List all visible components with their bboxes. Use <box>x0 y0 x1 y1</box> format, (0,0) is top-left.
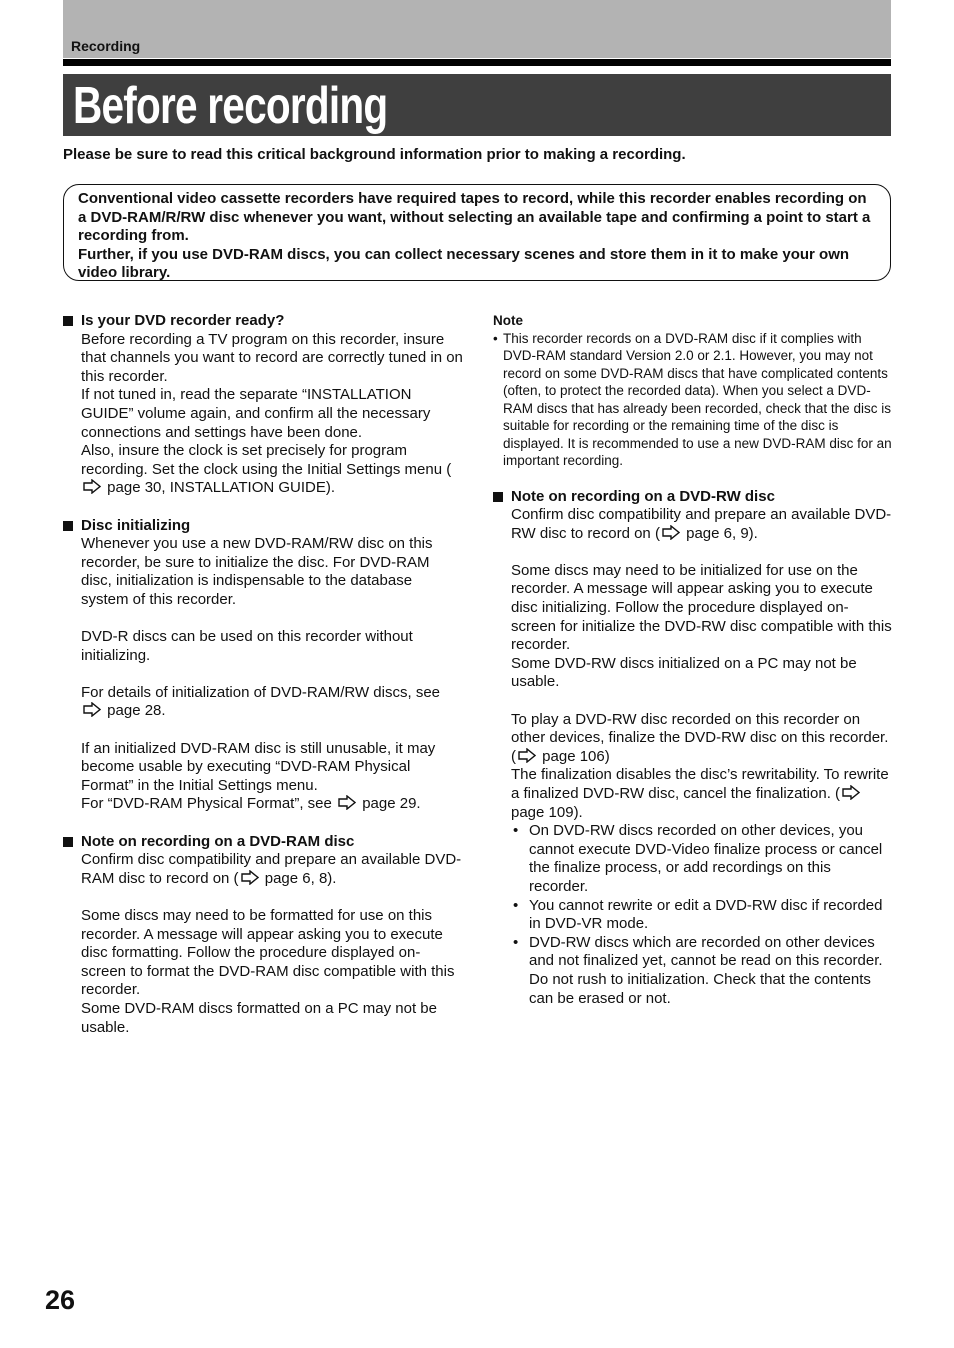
spacer <box>81 888 463 907</box>
text-span: The finalization disables the disc’s rewritability. To rewrite a finalized DVD-RW disc, cancel the finalization. ( <box>511 766 889 802</box>
spacer <box>511 692 893 711</box>
section-heading <box>63 312 463 331</box>
text-span: Also, insure the clock is set precisely for program recording. Set the clock using the Initial Settings menu ( <box>81 442 452 478</box>
text-span: page 28. <box>103 702 166 720</box>
paragraph <box>81 442 463 498</box>
section-body <box>63 535 463 814</box>
spacer <box>511 543 893 562</box>
section-initializing <box>63 517 463 815</box>
paragraph <box>511 711 893 767</box>
square-bullet-icon <box>63 837 73 847</box>
text-span: page 6, 8). <box>260 869 337 887</box>
arrow-right-icon <box>338 795 356 810</box>
callout-paragraph: Further, if you use DVD-RAM discs, you can collect necessary scenes and store them in it to make your own video library. <box>78 245 850 282</box>
section-heading <box>493 488 893 507</box>
square-bullet-icon <box>493 492 503 502</box>
page-title: Before recording <box>73 77 388 135</box>
section-heading <box>63 517 463 536</box>
note-title: Note <box>493 313 523 328</box>
heading-text: Disc initializing <box>81 516 191 534</box>
paragraph: If an initialized DVD-RAM disc is still unusable, it may become usable by executing “DVD-RAM Physical Format” in the Initial Settings menu. <box>81 739 436 794</box>
left-column <box>63 312 463 1056</box>
arrow-right-icon <box>83 702 101 717</box>
list-item <box>493 822 893 896</box>
heading-text: Note on recording on a DVD-RAM disc <box>81 832 355 850</box>
text-span: page 6, 9). <box>681 524 758 542</box>
paragraph <box>81 851 463 888</box>
paragraph <box>511 766 893 822</box>
list-item <box>493 934 893 1008</box>
section-body <box>63 851 463 1037</box>
section-body <box>493 506 893 822</box>
paragraph: DVD-R discs can be used on this recorder without initializing. <box>81 628 413 664</box>
spacer <box>81 665 463 684</box>
right-column <box>493 312 893 1027</box>
section-label: Recording <box>71 38 141 54</box>
paragraph <box>81 795 463 814</box>
text-span: page 29. <box>358 795 421 813</box>
callout-paragraph: Conventional video cassette recorders have required tapes to record, while this recorder enables recording on a DVD-RAM/R/RW disc whenever you want, without selecting an available tape and confirming a point to start a recording from. <box>78 190 871 245</box>
arrow-right-icon <box>518 748 536 763</box>
list-item-text: DVD-RW discs which are recorded on other devices and not finalized yet, cannot be read on this recorder. Do not rush to initialization. Check that the contents can be erased or not. <box>529 933 883 1007</box>
paragraph <box>81 684 463 721</box>
paragraph: Some DVD-RAM discs formatted on a PC may not be usable. <box>81 999 437 1036</box>
note-text <box>493 330 893 470</box>
arrow-right-icon <box>241 870 259 885</box>
paragraph: Some discs may need to be formatted for use on this recorder. A message will appear asking you to execute disc formatting. Follow the procedure displayed on-screen to format the DVD-RAM disc compatible with this recorder. <box>81 907 455 999</box>
bullet-marker: • <box>513 822 519 840</box>
paragraph <box>511 506 893 543</box>
text-span: Confirm disc compatibility and prepare an available DVD-RW disc to record on ( <box>511 506 892 542</box>
text-span: Confirm disc compatibility and prepare an available DVD-RAM disc to record on ( <box>81 851 462 887</box>
square-bullet-icon <box>63 521 73 531</box>
section-dvd-ram <box>63 833 463 1038</box>
paragraph: Some discs may need to be initialized for use on the recorder. A message will appear asking you to execute disc initializing. Follow the procedure displayed on-screen for initialize the DVD-RW disc compatible with this recorder. <box>511 561 892 654</box>
bullet-marker: • <box>493 330 498 346</box>
spacer <box>81 610 463 629</box>
list-item-text: You cannot rewrite or edit a DVD-RW disc if recorded in DVD-VR mode. <box>529 896 883 933</box>
section-heading <box>63 833 463 852</box>
text-span: page 30, INSTALLATION GUIDE). <box>103 479 336 497</box>
callout-box <box>63 184 891 281</box>
text-span: page 106) <box>538 747 610 765</box>
paragraph: Whenever you use a new DVD-RAM/RW disc on this recorder, be sure to initialize the disc. For DVD-RAM disc, initialization is indispensable to the database system of this recorder. <box>81 535 433 608</box>
bullet-marker: • <box>513 896 519 914</box>
heading-text: Note on recording on a DVD-RW disc <box>511 487 775 505</box>
paragraph: Some DVD-RW discs initialized on a PC may not be usable. <box>511 654 857 691</box>
spacer <box>81 721 463 740</box>
list-item <box>493 897 893 934</box>
header-rule <box>63 59 891 66</box>
arrow-right-icon <box>83 479 101 494</box>
bullet-marker: • <box>513 933 519 951</box>
page-number: 26 <box>45 1285 76 1315</box>
text-span: To play a DVD-RW disc recorded on this recorder on other devices, finalize the DVD-RW disc on this recorder. ( <box>511 710 889 765</box>
section-ready <box>63 312 463 498</box>
paragraph: If not tuned in, read the separate “INSTALLATION GUIDE” volume again, and confirm all the necessary connections and settings have been done. <box>81 386 431 441</box>
list-item-text: On DVD-RW discs recorded on other devices, you cannot execute DVD-Video finalize process or cancel the finalize process, or add recordings on this recorder. <box>529 822 883 895</box>
text-span: For details of initialization of DVD-RAM/RW discs, see <box>81 683 441 701</box>
section-dvd-rw <box>493 488 893 1009</box>
text-span: page 109). <box>511 803 583 821</box>
section-body <box>63 331 463 498</box>
note-body: This recorder records on a DVD-RAM disc if it complies with DVD-RAM standard Version 2.0 or 2.1. However, you may not record on some DVD-RAM discs that have complicated contents (often, to protect the recorded data). When you select a DVD-RAM discs that has already been recorded, check that the disc is suitable for recording or the remaining time of the disc is displayed. It is recommended to use a new DVD-RAM disc for an important recording. <box>503 330 892 468</box>
paragraph: Before recording a TV program on this recorder, insure that channels you want to record are correctly tuned in on this recorder. <box>81 330 463 385</box>
header-band <box>63 0 891 58</box>
arrow-right-icon <box>662 525 680 540</box>
text-span: For “DVD-RAM Physical Format”, see <box>81 795 337 813</box>
arrow-right-icon <box>842 785 860 800</box>
square-bullet-icon <box>63 316 73 326</box>
intro-text: Please be sure to read this critical background information prior to making a recording. <box>63 146 686 163</box>
heading-text: Is your DVD recorder ready? <box>81 312 285 329</box>
